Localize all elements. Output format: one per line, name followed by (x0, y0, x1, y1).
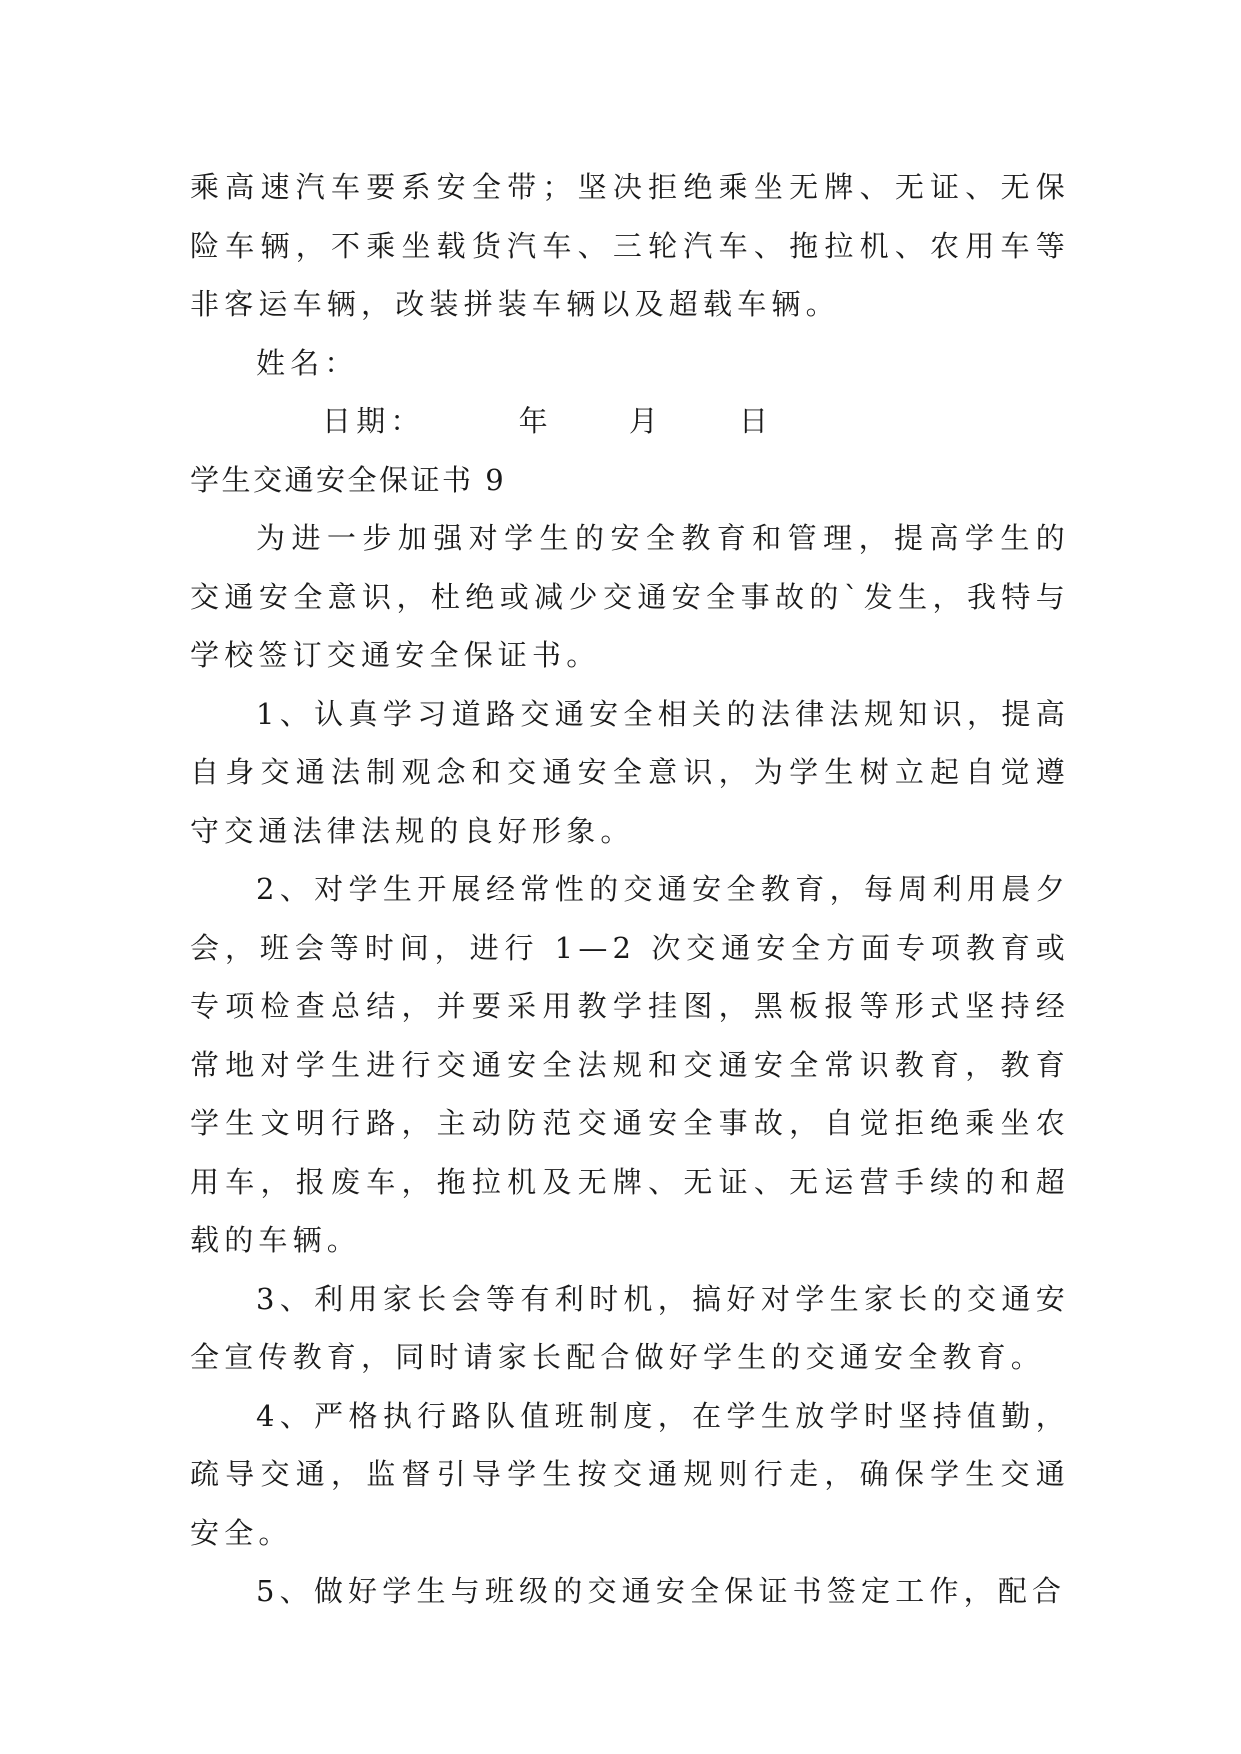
section-title: 学生交通安全保证书 9 (190, 462, 507, 497)
year-label: 年 (518, 404, 553, 438)
intro-paragraph: 为进一步加强对学生的安全教育和管理，提高学生的交通安全意识，杜绝或减少交通安全事故的`发生，我特与学校签订交通安全保证书。 (190, 521, 1070, 672)
continuation-paragraph: 乘高速汽车要系安全带；坚决拒绝乘坐无牌、无证、无保险车辆，不乘坐载货汽车、三轮汽车、拖拉机、农用车等非客运车辆，改装拼装车辆以及超载车辆。 (190, 170, 1070, 321)
name-line (190, 334, 1070, 393)
date-line (190, 392, 1070, 451)
list-item: 3、利用家长会等有利时机，搞好对学生家长的交通安全宣传教育，同时请家长配合做好学生的交通安全教育。 (190, 1281, 1070, 1374)
name-label: 姓名： (256, 345, 359, 380)
list-item: 1、认真学习道路交通安全相关的法律法规知识，提高自身交通法制观念和交通安全意识，为学生树立起自觉遵守交通法律法规的良好形象。 (190, 696, 1070, 848)
date-label: 日期： (322, 404, 425, 438)
month-label: 月 (628, 404, 664, 438)
list-item: 2、对学生开展经常性的交通安全教育，每周利用晨夕会，班会等时间，进行 1—2 次交通安全方面专项教育或专项检查总结，并要采用教学挂图，黑板报等形式坚持经常地对学生进行交通安全法规和交通安全常识教育，教育学生文明行路，主动防范交通安全事故，自觉拒绝乘坐农用车，报废车，拖拉机及无牌、无证、无运营手续的和超载的车辆。 (190, 872, 1070, 1257)
day-label: 日 (739, 404, 774, 438)
list-item: 5、做好学生与班级的交通安全保证书签定工作，配合 (256, 1574, 1067, 1608)
list-item: 4、严格执行路队值班制度，在学生放学时坚持值勤，疏导交通，监督引导学生按交通规则行走，确保学生交通安全。 (190, 1398, 1070, 1550)
document-body (190, 158, 1070, 1621)
